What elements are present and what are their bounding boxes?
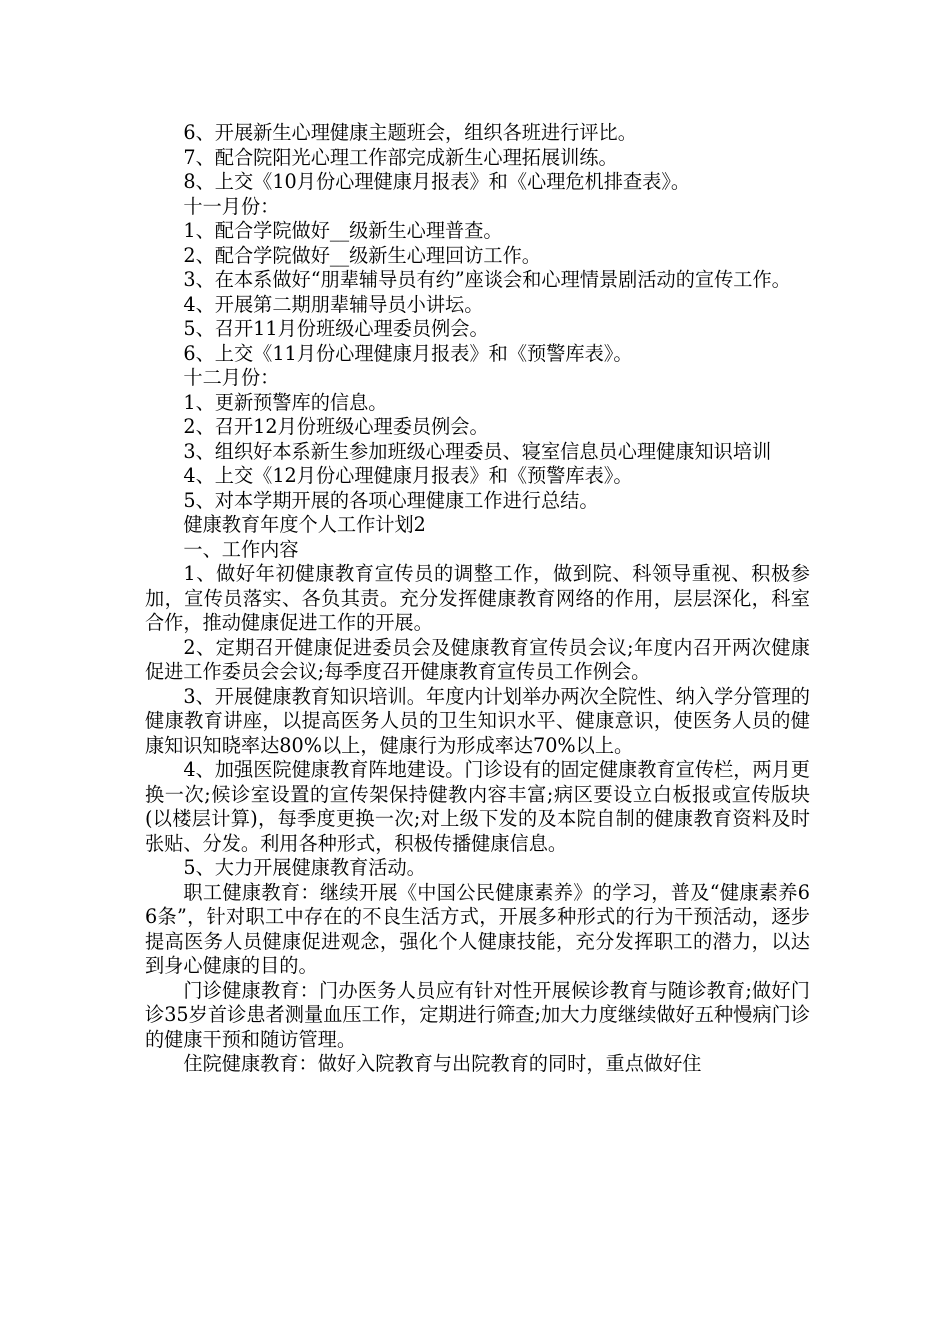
paragraph: 1、配合学院做好__级新生心理普查。 (183, 219, 503, 242)
paragraph: 6、上交《11月份心理健康月报表》和《预警库表》。 (183, 341, 633, 365)
paragraph: 5、大力开展健康教育活动。 (183, 856, 426, 879)
paragraph: 2、定期召开健康促进委员会及健康教育宣传员会议;年度内召开两次健康促进工作委员会会议;每季度召开健康教育宣传员工作例会。 (145, 635, 810, 683)
paragraph: 1、更新预警库的信息。 (183, 390, 388, 414)
paragraph: 5、对本学期开展的各项心理健康工作进行总结。 (183, 488, 599, 512)
paragraph: 1、做好年初健康教育宣传员的调整工作，做到院、科领导重视、积极参加，宣传员落实、各负其责。充分发挥健康教育网络的作用，层层深化，科室合作，推动健康促进工作的开展。 (145, 562, 810, 634)
paragraph: 职工健康教育：继续开展《中国公民健康素养》的学习，普及“健康素养66条”，针对职工中存在的不良生活方式，开展多种形式的行为干预活动，逐步提高医务人员健康促进观念，强化个人健康技能，充分发挥职工的潜力，以达到身心健康的目的。 (145, 880, 810, 977)
paragraph: 门诊健康教育：门办医务人员应有针对性开展候诊教育与随诊教育;做好门诊35岁首诊患者测量血压工作，定期进行筛查;加大力度继续做好五种慢病门诊的健康干预和随访管理。 (145, 978, 810, 1051)
paragraph: 3、在本系做好“朋辈辅导员有约”座谈会和心理情景剧活动的宣传工作。 (183, 268, 791, 291)
paragraph: 住院健康教育：做好入院教育与出院教育的同时，重点做好住 (183, 1052, 702, 1075)
section-heading: 一、工作内容 (183, 537, 299, 561)
paragraph: 8、上交《10月份心理健康月报表》和《心理危机排查表》。 (183, 170, 691, 193)
section-heading: 十一月份： (183, 194, 280, 218)
paragraph: 3、开展健康教育知识培训。年度内计划举办两次全院性、纳入学分管理的健康教育讲座，以提高医务人员的卫生知识水平、健康意识，使医务人员的健康知识知晓率达80%以上，健康行为形成率达70%以上。 (145, 684, 810, 757)
paragraph: 3、组织好本系新生参加班级心理委员、寝室信息员心理健康知识培训 (183, 439, 772, 463)
section-heading: 十二月份： (183, 366, 280, 389)
paragraph: 4、加强医院健康教育阵地建设。门诊设有的固定健康教育宣传栏，两月更换一次;候诊室设置的宣传架保持健教内容丰富;病区要设立白板报或宣传版块(以楼层计算)，每季度更换一次;对上级下发的及本院自制的健康教育资料及时张贴、分发。利用各种形式，积极传播健康信息。 (145, 758, 810, 855)
paragraph: 5、召开11月份班级心理委员例会。 (183, 317, 489, 340)
document-title: 健康教育年度个人工作计划2 (183, 513, 426, 536)
paragraph: 2、召开12月份班级心理委员例会。 (183, 415, 489, 438)
paragraph: 2、配合学院做好__级新生心理回访工作。 (183, 243, 541, 267)
document-body (145, 121, 810, 1077)
paragraph: 4、上交《12月份心理健康月报表》和《预警库表》。 (183, 464, 633, 487)
paragraph: 4、开展第二期朋辈辅导员小讲坛。 (183, 292, 484, 316)
paragraph: 7、配合院阳光心理工作部完成新生心理拓展训练。 (183, 145, 618, 169)
paragraph: 6、开展新生心理健康主题班会，组织各班进行评比。 (183, 121, 637, 144)
